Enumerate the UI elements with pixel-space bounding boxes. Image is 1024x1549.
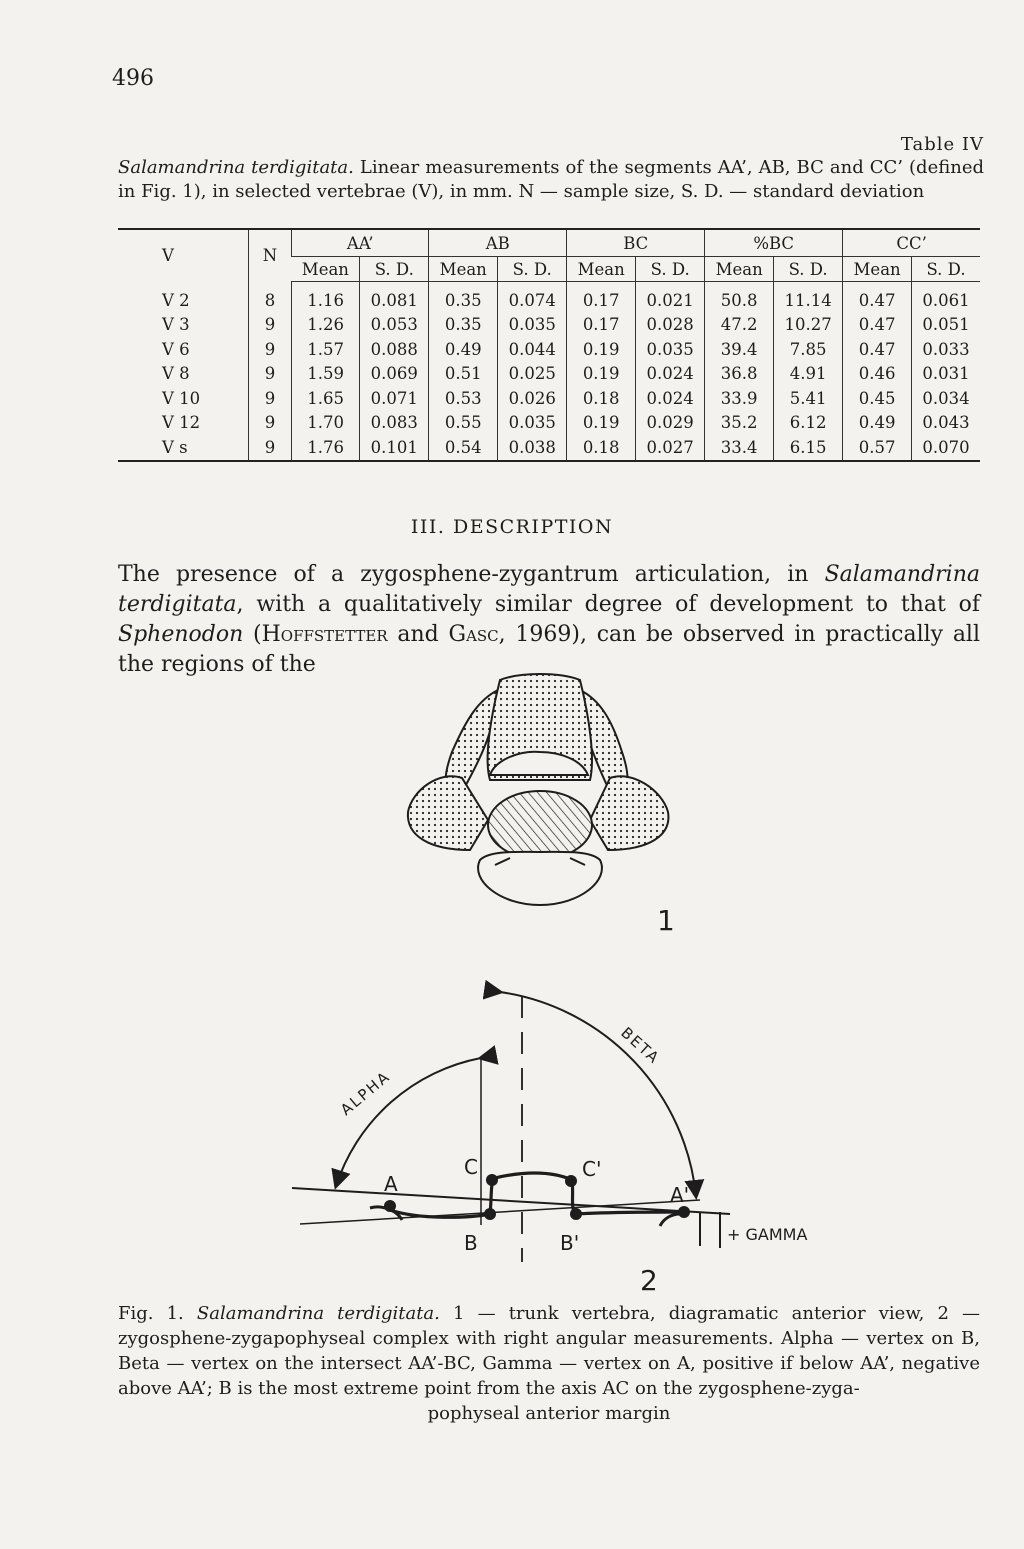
table-cell: 0.35: [429, 282, 498, 313]
caption-species: Salamandrina terdigitata.: [196, 1303, 440, 1324]
subheader-sd: S. D.: [636, 257, 705, 282]
body-text-segment: (: [243, 622, 262, 647]
point-b-prime: [570, 1208, 582, 1220]
table-cell: 0.19: [567, 337, 636, 362]
point-b: [484, 1208, 496, 1220]
label-b: B: [464, 1231, 478, 1255]
table-cell: 0.024: [636, 386, 705, 411]
table-cell: 0.47: [843, 337, 912, 362]
table-cell: 0.035: [498, 411, 567, 436]
table-cell: 1.76: [292, 435, 360, 461]
table-cell: 0.17: [567, 313, 636, 338]
figure-label-2: 2: [640, 1264, 658, 1297]
table-cell: 0.074: [498, 282, 567, 313]
vertebra-cell: V 12: [162, 413, 201, 433]
table-label: Table IV: [900, 134, 984, 155]
label-b-prime: B': [560, 1231, 580, 1255]
table-caption-text: Linear measurements of the segments AA’, AB, BC and CC’ (defined in Fig. 1), in selected vertebrae (V), in mm. N — sample size, S. D. — standard deviation: [118, 157, 985, 202]
table-cell: 9: [249, 411, 292, 436]
group-header: AA’: [292, 229, 429, 257]
table-cell: 0.55: [429, 411, 498, 436]
table-cell: 1.16: [292, 282, 360, 313]
table-cell: 0.034: [912, 386, 980, 411]
page-number: 496: [112, 66, 154, 91]
vertebra-cell: V 10: [162, 388, 201, 408]
table-cell: 0.038: [498, 435, 567, 461]
table-cell: 1.26: [292, 313, 360, 338]
table-cell: 50.8: [705, 282, 774, 313]
group-header: AB: [429, 229, 567, 257]
table-cell: 0.044: [498, 337, 567, 362]
table-cell: 0.035: [636, 337, 705, 362]
table-cell: 0.53: [429, 386, 498, 411]
point-a-prime: [678, 1206, 690, 1218]
point-a: [384, 1200, 396, 1212]
table-cell: 0.45: [843, 386, 912, 411]
table-cell: 0.54: [429, 435, 498, 461]
aa-line: [292, 1188, 730, 1214]
label-c-prime: C': [582, 1157, 602, 1181]
table-cell: 9: [249, 313, 292, 338]
caption-text: 1 — trunk vertebra, diagramatic anterior view, 2 — zygosphene-zygapophyseal complex with right angular measurements. Alpha — vertex on B, Beta — vertex on the intersect AA’-BC, Gamma — vertex on A, positive if below AA’, negative above AA’; B is the most extreme point from the axis AC on the zygosphene-zyga-: [118, 1303, 981, 1399]
table-cell: 0.029: [636, 411, 705, 436]
figure-caption: [118, 1301, 980, 1426]
table-cell: 0.101: [360, 435, 429, 461]
table-cell: 0.088: [360, 337, 429, 362]
body-text-genus: Sphenodon: [118, 622, 244, 647]
group-header: CC’: [843, 229, 980, 257]
subheader-sd: S. D.: [912, 257, 980, 282]
table-cell: 4.91: [774, 362, 843, 387]
right-zygapophysis: [660, 1214, 680, 1226]
author-name: Gasc: [448, 622, 499, 647]
table-cell: 7.85: [774, 337, 843, 362]
subheader-mean: Mean: [705, 257, 774, 282]
table-cell: 0.031: [912, 362, 980, 387]
table-cell: 1.70: [292, 411, 360, 436]
table-cell: 0.17: [567, 282, 636, 313]
table-cell: 36.8: [705, 362, 774, 387]
group-header: %BC: [705, 229, 843, 257]
subheader-sd: S. D.: [498, 257, 567, 282]
table-cell: 33.4: [705, 435, 774, 461]
table-cell: 9: [249, 386, 292, 411]
vertebra-cell: V 8: [162, 364, 190, 384]
table-cell: 11.14: [774, 282, 843, 313]
table-cell: 0.051: [912, 313, 980, 338]
table-cell: 9: [249, 337, 292, 362]
vertebra-cell: V 6: [162, 339, 190, 359]
table-cell: 1.59: [292, 362, 360, 387]
vertebra-cell: V s: [118, 435, 249, 461]
table-cell: 0.028: [636, 313, 705, 338]
col-header-n: N: [249, 229, 292, 282]
body-text-segment: The presence of a zygosphene-zygantrum articulation, in: [118, 562, 825, 587]
subheader-sd: S. D.: [774, 257, 843, 282]
table-cell: 0.071: [360, 386, 429, 411]
table-cell: 5.41: [774, 386, 843, 411]
table-cell: 0.033: [912, 337, 980, 362]
subheader-mean: Mean: [292, 257, 360, 282]
caption-last-line: pophyseal anterior margin: [427, 1403, 671, 1424]
table-cell: 9: [249, 362, 292, 387]
table-cell: 0.061: [912, 282, 980, 313]
subheader-mean: Mean: [567, 257, 636, 282]
table-cell: 35.2: [705, 411, 774, 436]
table-cell: 0.46: [843, 362, 912, 387]
table-cell: 1.65: [292, 386, 360, 411]
label-a: A: [384, 1172, 398, 1196]
alpha-arc: [336, 1058, 481, 1186]
col-header-v: V: [118, 229, 249, 282]
table-cell: 0.57: [843, 435, 912, 461]
body-text-segment: , with a qualitatively similar degree of development to that of: [236, 592, 980, 617]
table-cell: 1.57: [292, 337, 360, 362]
table-cell: 47.2: [705, 313, 774, 338]
table-cell: 6.15: [774, 435, 843, 461]
table-cell: 0.49: [843, 411, 912, 436]
table-cell: 0.18: [567, 386, 636, 411]
vertebra-cell: V 2: [162, 290, 190, 310]
table-cell: 33.9: [705, 386, 774, 411]
table-cell: 0.47: [843, 282, 912, 313]
table-cell: 0.51: [429, 362, 498, 387]
label-alpha: ALPHA: [337, 1067, 394, 1120]
table-cell: 0.19: [567, 411, 636, 436]
table-cell: 0.083: [360, 411, 429, 436]
label-gamma: + GAMMA: [727, 1225, 808, 1244]
table-cell: 0.025: [498, 362, 567, 387]
table-cell: 0.027: [636, 435, 705, 461]
table-cell: 6.12: [774, 411, 843, 436]
table-cell: 0.069: [360, 362, 429, 387]
table-cell: 39.4: [705, 337, 774, 362]
table-cell: 0.47: [843, 313, 912, 338]
author-name: Hoffstetter: [261, 622, 388, 647]
table-cell: 0.035: [498, 313, 567, 338]
label-beta: BETA: [617, 1023, 664, 1068]
table-cell: 0.070: [912, 435, 980, 461]
table-cell: 0.024: [636, 362, 705, 387]
table-cell: 9: [249, 435, 292, 461]
subheader-mean: Mean: [843, 257, 912, 282]
point-c-prime: [565, 1175, 577, 1187]
body-text-segment: and: [387, 622, 449, 647]
label-c: C: [464, 1155, 478, 1179]
table-cell: 8: [249, 282, 292, 313]
table-cell: 0.19: [567, 362, 636, 387]
caption-prefix: Fig. 1.: [118, 1303, 197, 1324]
body-text-species: Salamandrina terdigitata: [118, 562, 980, 617]
section-heading: III. DESCRIPTION: [410, 516, 614, 538]
table-cell: 0.043: [912, 411, 980, 436]
label-a-prime: A': [670, 1183, 690, 1207]
table-cell: 0.026: [498, 386, 567, 411]
zygosphene-outline: [390, 1173, 684, 1217]
table-cell: 0.35: [429, 313, 498, 338]
vertebra-cell: V 3: [162, 315, 190, 335]
table-cell: 0.053: [360, 313, 429, 338]
table-caption-species: Salamandrina terdigitata.: [118, 157, 354, 178]
group-header: BC: [567, 229, 705, 257]
subheader-mean: Mean: [429, 257, 498, 282]
body-text-segment: , 1969), can be observed in practically all the regions of the: [118, 622, 981, 677]
vertebra-drawing: [408, 674, 669, 905]
figure-label-1: 1: [657, 904, 675, 937]
table-cell: 10.27: [774, 313, 843, 338]
table-cell: 0.081: [360, 282, 429, 313]
angular-diagram: [292, 992, 730, 1262]
point-c: [486, 1174, 498, 1186]
table-cell: 0.18: [567, 435, 636, 461]
table-cell: 0.021: [636, 282, 705, 313]
subheader-sd: S. D.: [360, 257, 429, 282]
table-cell: 0.49: [429, 337, 498, 362]
